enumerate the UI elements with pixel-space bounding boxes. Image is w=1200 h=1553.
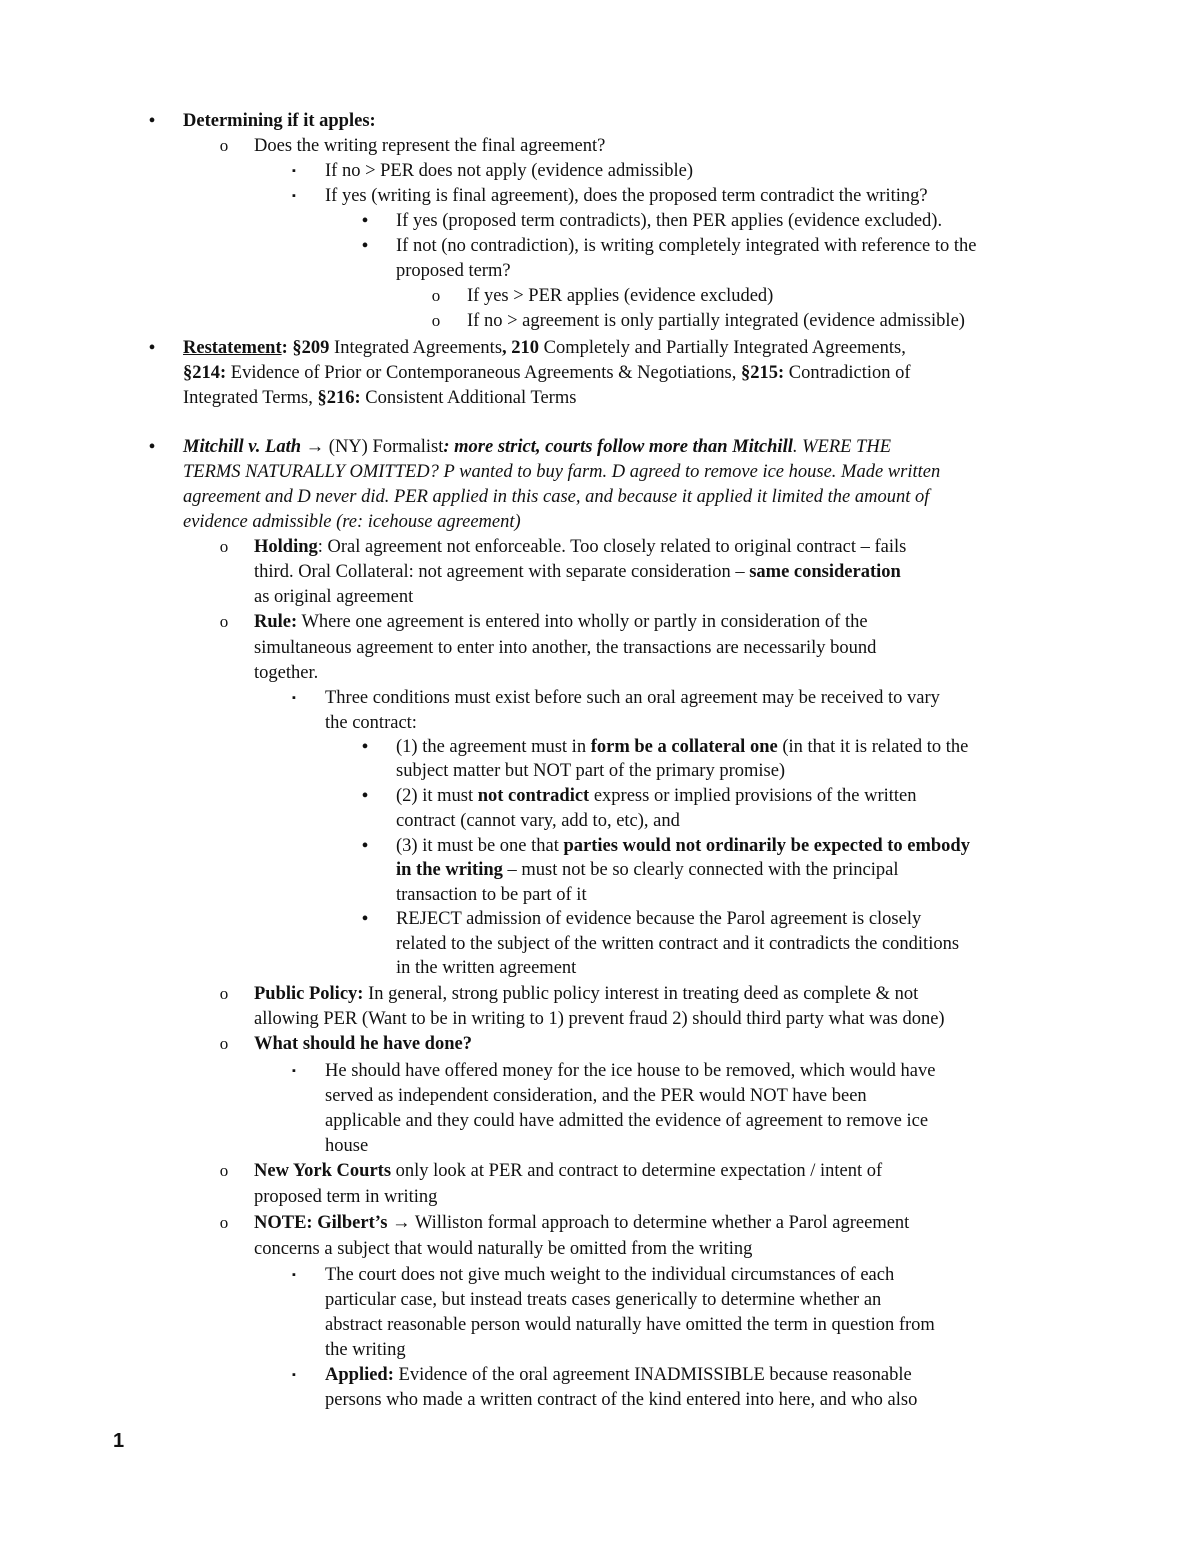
text-run: (NY) Formalist	[324, 437, 444, 457]
text-run: If yes > PER applies (evidence excluded)	[467, 286, 774, 306]
text-run: If yes (writing is final agreement), does the proposed term contradict the writing?	[325, 186, 928, 206]
circle-bullet-icon: o	[219, 612, 229, 631]
text-run: form be a collateral one	[590, 737, 778, 757]
text-run: (3) it must be one that	[396, 836, 564, 856]
text-line	[325, 1084, 867, 1108]
text-line	[325, 1313, 935, 1337]
text-run: §215:	[740, 363, 785, 383]
text-run: simultaneous agreement to enter into another, the transactions are necessarily bound	[254, 638, 877, 658]
text-run: the writing	[325, 1340, 406, 1360]
square-bullet-icon: ▪	[292, 165, 296, 177]
text-line	[325, 686, 940, 710]
text-run: applicable and they could have admitted the evidence of agreement to remove ice	[325, 1111, 929, 1131]
text-run: together.	[254, 663, 319, 683]
text-run: Mitchill v. Lath	[183, 437, 306, 457]
text-line	[254, 560, 901, 584]
text-run: NOTE: Gilbert’s →	[254, 1213, 411, 1233]
text-run: house	[325, 1136, 369, 1156]
text-run: parties would not ordinarily be expected to embody	[563, 836, 970, 856]
square-bullet-icon: ▪	[292, 190, 296, 202]
text-line	[396, 259, 511, 283]
text-line	[254, 982, 918, 1006]
text-run: in the writing	[396, 860, 503, 880]
text-run: agreement and D never did. PER applied in this case, and because it applied it limited the amount of	[183, 487, 930, 507]
text-line	[325, 184, 928, 208]
text-run: subject matter but NOT part of the primary promise)	[396, 761, 786, 781]
text-run: Rule:	[254, 612, 298, 632]
bullet-icon: •	[361, 908, 369, 930]
text-run: Determining if it apples:	[183, 111, 376, 131]
text-run: . WERE THE	[792, 437, 891, 457]
text-line	[396, 834, 970, 858]
text-line	[325, 1109, 928, 1133]
text-run: third. Oral Collateral: not agreement with separate consideration –	[254, 562, 750, 582]
text-run: §216:	[317, 388, 361, 408]
text-run: Consistent Additional Terms	[360, 388, 577, 408]
text-line	[183, 386, 576, 410]
text-line	[467, 309, 965, 333]
bullet-icon: •	[361, 736, 369, 758]
text-run: in the written agreement	[396, 958, 577, 978]
text-run: as original agreement	[254, 587, 414, 607]
text-line	[183, 435, 891, 459]
text-line	[396, 858, 898, 882]
text-line	[254, 1159, 882, 1183]
text-run: contract (cannot vary, add to, etc), and	[396, 811, 680, 831]
text-line	[254, 636, 876, 660]
text-line	[396, 883, 587, 907]
circle-bullet-icon: o	[431, 311, 441, 330]
text-run: proposed term in writing	[254, 1187, 438, 1207]
text-run: concerns a subject that would naturally be omitted from the writing	[254, 1239, 753, 1259]
circle-bullet-icon: o	[219, 136, 229, 155]
text-run: Contradiction of	[784, 363, 911, 383]
text-run: Does the writing represent the final agreement?	[254, 136, 606, 156]
text-line	[396, 809, 680, 833]
text-run: If yes (proposed term contradicts), then PER applies (evidence excluded).	[396, 211, 943, 231]
text-run: REJECT admission of evidence because the Parol agreement is closely	[396, 909, 922, 929]
text-run: same consideration	[749, 562, 901, 582]
text-line	[254, 1237, 752, 1261]
text-run: : §209	[281, 338, 330, 358]
circle-bullet-icon: o	[219, 984, 229, 1003]
text-line	[183, 510, 521, 534]
text-line	[467, 284, 773, 308]
text-line	[396, 784, 917, 808]
bullet-icon: •	[361, 210, 369, 232]
text-line	[183, 485, 929, 509]
text-run: persons who made a written contract of the kind entered into here, and who also	[325, 1390, 918, 1410]
text-run: related to the subject of the written contract and it contradicts the conditions	[396, 934, 960, 954]
text-run: Three conditions must exist before such an oral agreement may be received to vary	[325, 688, 940, 708]
square-bullet-icon: ▪	[292, 692, 296, 704]
circle-bullet-icon: o	[219, 1213, 229, 1232]
text-run: If no > agreement is only partially integrated (evidence admissible)	[467, 311, 965, 331]
text-run: Public Policy:	[254, 984, 364, 1004]
text-run: The court does not give much weight to the individual circumstances of each	[325, 1265, 895, 1285]
bullet-icon: •	[148, 436, 156, 458]
text-run: served as independent consideration, and the PER would NOT have been	[325, 1086, 867, 1106]
text-run: only look at PER and contract to determine expectation / intent of	[391, 1161, 883, 1181]
text-run: Restatement	[183, 338, 282, 358]
circle-bullet-icon: o	[219, 1161, 229, 1180]
text-run: : more strict, courts follow more than Mitchill	[443, 437, 793, 457]
text-line	[325, 1134, 368, 1158]
text-line	[254, 1185, 437, 1209]
text-line	[325, 1288, 881, 1312]
text-run: the contract:	[325, 713, 417, 733]
text-run: Where one agreement is entered into wholly or partly in consideration of the	[297, 612, 868, 632]
text-run: Holding	[254, 537, 318, 557]
square-bullet-icon: ▪	[292, 1269, 296, 1281]
circle-bullet-icon: o	[219, 1034, 229, 1053]
text-run: He should have offered money for the ice house to be removed, which would have	[325, 1061, 936, 1081]
text-run: particular case, but instead treats cases generically to determine whether an	[325, 1290, 882, 1310]
text-line	[183, 336, 906, 360]
text-run: Williston formal approach to determine whether a Parol agreement	[410, 1213, 910, 1233]
text-run: proposed term?	[396, 261, 511, 281]
text-run: Integrated Agreements	[329, 338, 503, 358]
text-run: TERMS NATURALLY OMITTED? P wanted to buy farm. D agreed to remove ice house. Made written	[183, 462, 941, 482]
text-run: Integrated Terms,	[183, 388, 318, 408]
text-line	[396, 907, 921, 931]
square-bullet-icon: ▪	[292, 1369, 296, 1381]
bullet-icon: •	[148, 110, 156, 132]
text-run: New York Courts	[254, 1161, 392, 1181]
text-line	[183, 109, 376, 133]
square-bullet-icon: ▪	[292, 1065, 296, 1077]
text-line	[254, 1032, 472, 1056]
text-run: Completely and Partially Integrated Agreements,	[539, 338, 906, 358]
bullet-icon: •	[361, 785, 369, 807]
text-run: allowing PER (Want to be in writing to 1) prevent fraud 2) should third party what was done)	[254, 1009, 945, 1029]
bullet-icon: •	[361, 835, 369, 857]
bullet-icon: •	[148, 337, 156, 359]
text-line	[183, 361, 911, 385]
text-run: If not (no contradiction), is writing completely integrated with reference to the	[396, 236, 977, 256]
text-run: express or implied provisions of the written	[589, 786, 917, 806]
text-run: transaction to be part of it	[396, 885, 587, 905]
text-line	[254, 134, 605, 158]
text-line	[183, 460, 940, 484]
page-number: 1	[113, 1430, 125, 1452]
text-line	[396, 234, 977, 258]
text-line	[396, 759, 785, 783]
text-run: Evidence of the oral agreement INADMISSIBLE because reasonable	[393, 1365, 912, 1385]
text-run: What should he have done?	[254, 1034, 472, 1054]
text-run: (1) the agreement must in	[396, 737, 591, 757]
text-line	[396, 735, 968, 759]
text-run: – must not be so clearly connected with the principal	[502, 860, 899, 880]
text-line	[396, 932, 959, 956]
text-line	[325, 1059, 935, 1083]
bullet-icon: •	[361, 235, 369, 257]
text-run: , 210	[502, 338, 540, 358]
text-run: →	[305, 437, 325, 457]
text-line	[254, 585, 413, 609]
text-run: not contradict	[477, 786, 590, 806]
text-line	[254, 535, 906, 559]
text-line	[325, 1263, 894, 1287]
text-run: Applied:	[325, 1365, 394, 1385]
circle-bullet-icon: o	[219, 537, 229, 556]
text-line	[325, 1388, 917, 1412]
text-line	[254, 661, 318, 685]
text-line	[396, 209, 942, 233]
text-line	[325, 1363, 912, 1387]
text-line	[254, 610, 868, 634]
text-run: In general, strong public policy interest in treating deed as complete & not	[363, 984, 919, 1004]
text-run: Evidence of Prior or Contemporaneous Agreements & Negotiations,	[226, 363, 741, 383]
text-line	[254, 1007, 945, 1031]
text-run: If no > PER does not apply (evidence admissible)	[325, 161, 694, 181]
text-line	[254, 1211, 909, 1235]
text-run: (2) it must	[396, 786, 478, 806]
text-line	[325, 159, 693, 183]
text-line	[325, 711, 417, 735]
text-line	[396, 956, 576, 980]
text-run: §214:	[183, 363, 227, 383]
circle-bullet-icon: o	[431, 286, 441, 305]
text-run: evidence admissible (re: icehouse agreement)	[183, 512, 521, 532]
text-run: (in that it is related to the	[777, 737, 969, 757]
text-run: abstract reasonable person would naturally have omitted the term in question from	[325, 1315, 935, 1335]
text-run: : Oral agreement not enforceable. Too closely related to original contract – fails	[317, 537, 907, 557]
text-line	[325, 1338, 406, 1362]
